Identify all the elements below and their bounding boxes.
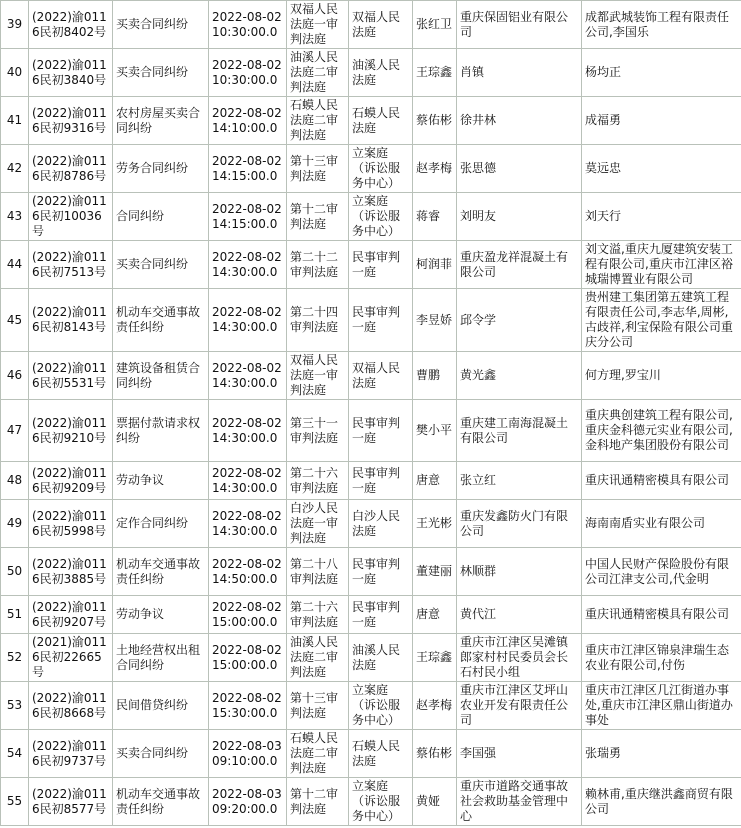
case-cause-cell: 机动车交通事故责任纠纷 — [113, 548, 209, 596]
department-cell: 立案庭（诉讼服务中心） — [349, 145, 413, 193]
plaintiff-cell: 邱令学 — [457, 289, 582, 352]
case-cause-cell: 劳动争议 — [113, 462, 209, 500]
case-cause-cell: 买卖合同纠纷 — [113, 49, 209, 97]
case-id-cell: (2022)渝0116民初8577号 — [29, 778, 113, 826]
department-cell: 双福人民法庭 — [349, 352, 413, 400]
hearing-time-cell: 2022-08-02 15:00:00.0 — [209, 596, 287, 634]
case-id-cell: (2022)渝0116民初8143号 — [29, 289, 113, 352]
case-cause-cell: 劳务合同纠纷 — [113, 145, 209, 193]
defendant-cell: 杨均正 — [582, 49, 741, 97]
judge-cell: 赵孝梅 — [413, 145, 457, 193]
defendant-cell: 贵州建工集团第五建筑工程有限责任公司,李志华,周彬,古歧祥,利宝保险有限公司重庆分公司 — [582, 289, 741, 352]
case-number-cell: 48 — [1, 462, 29, 500]
courtroom-cell: 第二十二审判法庭 — [287, 241, 349, 289]
defendant-cell: 莫远忠 — [582, 145, 741, 193]
table-row — [1, 49, 741, 97]
department-cell: 民事审判一庭 — [349, 548, 413, 596]
department-cell: 立案庭（诉讼服务中心） — [349, 778, 413, 826]
table-row — [1, 778, 741, 826]
case-cause-cell: 票据付款请求权纠纷 — [113, 400, 209, 462]
case-id-cell: (2022)渝0116民初9210号 — [29, 400, 113, 462]
department-cell: 油溪人民法庭 — [349, 49, 413, 97]
table-row — [1, 400, 741, 462]
plaintiff-cell: 张立红 — [457, 462, 582, 500]
judge-cell: 柯润菲 — [413, 241, 457, 289]
hearing-time-cell: 2022-08-02 14:30:00.0 — [209, 352, 287, 400]
department-cell: 民事审判一庭 — [349, 241, 413, 289]
courtroom-cell: 第十三审判法庭 — [287, 145, 349, 193]
plaintiff-cell: 重庆市江津区艾坪山农业开发有限责任公司 — [457, 682, 582, 730]
table-row — [1, 241, 741, 289]
table-row — [1, 1, 741, 49]
courtroom-cell: 第十二审判法庭 — [287, 778, 349, 826]
plaintiff-cell: 重庆保固铝业有限公司 — [457, 1, 582, 49]
defendant-cell: 赖林甫,重庆继洪鑫商贸有限公司 — [582, 778, 741, 826]
department-cell: 石蟆人民法庭 — [349, 730, 413, 778]
judge-cell: 李昱娇 — [413, 289, 457, 352]
hearing-time-cell: 2022-08-02 14:30:00.0 — [209, 241, 287, 289]
case-cause-cell: 建筑设备租赁合同纠纷 — [113, 352, 209, 400]
table-row — [1, 145, 741, 193]
case-id-cell: (2022)渝0116民初9207号 — [29, 596, 113, 634]
courtroom-cell: 第二十四审判法庭 — [287, 289, 349, 352]
courtroom-cell: 油溪人民法庭二审判法庭 — [287, 634, 349, 682]
table-row — [1, 596, 741, 634]
hearing-time-cell: 2022-08-02 10:30:00.0 — [209, 49, 287, 97]
case-id-cell: (2021)渝0116民初22665号 — [29, 634, 113, 682]
defendant-cell: 重庆讯通精密模具有限公司 — [582, 596, 741, 634]
defendant-cell: 重庆典创建筑工程有限公司,重庆金科德元实业有限公司,金科地产集团股份有限公司 — [582, 400, 741, 462]
courtroom-cell: 双福人民法庭一审判法庭 — [287, 352, 349, 400]
judge-cell: 王琮鑫 — [413, 49, 457, 97]
case-number-cell: 53 — [1, 682, 29, 730]
department-cell: 白沙人民法庭 — [349, 500, 413, 548]
table-row — [1, 634, 741, 682]
judge-cell: 唐意 — [413, 596, 457, 634]
department-cell: 双福人民法庭 — [349, 1, 413, 49]
hearing-time-cell: 2022-08-02 14:30:00.0 — [209, 462, 287, 500]
plaintiff-cell: 重庆市江津区吴滩镇郎家村村民委员会长石村民小组 — [457, 634, 582, 682]
case-id-cell: (2022)渝0116民初9737号 — [29, 730, 113, 778]
defendant-cell: 中国人民财产保险股份有限公司江津支公司,代金明 — [582, 548, 741, 596]
table-row — [1, 97, 741, 145]
department-cell: 民事审判一庭 — [349, 289, 413, 352]
table-row — [1, 730, 741, 778]
department-cell: 民事审判一庭 — [349, 596, 413, 634]
judge-cell: 曹鹏 — [413, 352, 457, 400]
case-number-cell: 39 — [1, 1, 29, 49]
hearing-time-cell: 2022-08-02 14:30:00.0 — [209, 500, 287, 548]
department-cell: 立案庭（诉讼服务中心） — [349, 193, 413, 241]
case-cause-cell: 买卖合同纠纷 — [113, 241, 209, 289]
case-number-cell: 45 — [1, 289, 29, 352]
hearing-time-cell: 2022-08-02 14:30:00.0 — [209, 400, 287, 462]
case-cause-cell: 定作合同纠纷 — [113, 500, 209, 548]
defendant-cell: 何方理,罗宝川 — [582, 352, 741, 400]
courtroom-cell: 油溪人民法庭二审判法庭 — [287, 49, 349, 97]
department-cell: 立案庭（诉讼服务中心） — [349, 682, 413, 730]
case-number-cell: 55 — [1, 778, 29, 826]
defendant-cell: 成都武城装饰工程有限责任公司,李国乐 — [582, 1, 741, 49]
case-id-cell: (2022)渝0116民初9209号 — [29, 462, 113, 500]
case-number-cell: 44 — [1, 241, 29, 289]
case-id-cell: (2022)渝0116民初8668号 — [29, 682, 113, 730]
case-cause-cell: 买卖合同纠纷 — [113, 730, 209, 778]
hearing-time-cell: 2022-08-02 14:10:00.0 — [209, 97, 287, 145]
case-number-cell: 52 — [1, 634, 29, 682]
defendant-cell: 张瑞勇 — [582, 730, 741, 778]
case-id-cell: (2022)渝0116民初8402号 — [29, 1, 113, 49]
plaintiff-cell: 重庆发鑫防火门有限公司 — [457, 500, 582, 548]
case-id-cell: (2022)渝0116民初7513号 — [29, 241, 113, 289]
courtroom-cell: 第三十一审判法庭 — [287, 400, 349, 462]
defendant-cell: 重庆市江津区锦泉津瑞生态农业有限公司,付伤 — [582, 634, 741, 682]
department-cell: 油溪人民法庭 — [349, 634, 413, 682]
judge-cell: 董建丽 — [413, 548, 457, 596]
judge-cell: 王琮鑫 — [413, 634, 457, 682]
table-body — [1, 1, 741, 826]
table-row — [1, 682, 741, 730]
case-number-cell: 43 — [1, 193, 29, 241]
department-cell: 民事审判一庭 — [349, 400, 413, 462]
case-id-cell: (2022)渝0116民初8786号 — [29, 145, 113, 193]
judge-cell: 蔡佑彬 — [413, 730, 457, 778]
case-id-cell: (2022)渝0116民初3885号 — [29, 548, 113, 596]
plaintiff-cell: 重庆盈龙祥混凝土有限公司 — [457, 241, 582, 289]
case-number-cell: 42 — [1, 145, 29, 193]
hearing-time-cell: 2022-08-02 14:15:00.0 — [209, 193, 287, 241]
plaintiff-cell: 黄代江 — [457, 596, 582, 634]
courtroom-cell: 双福人民法庭一审判法庭 — [287, 1, 349, 49]
defendant-cell: 海南南盾实业有限公司 — [582, 500, 741, 548]
case-cause-cell: 劳动争议 — [113, 596, 209, 634]
case-id-cell: (2022)渝0116民初5998号 — [29, 500, 113, 548]
plaintiff-cell: 肖镇 — [457, 49, 582, 97]
case-id-cell: (2022)渝0116民初3840号 — [29, 49, 113, 97]
defendant-cell: 刘文溢,重庆九厦建筑安装工程有限公司,重庆市江津区裕城瑞博置业有限公司 — [582, 241, 741, 289]
defendant-cell: 成福勇 — [582, 97, 741, 145]
case-number-cell: 49 — [1, 500, 29, 548]
case-number-cell: 50 — [1, 548, 29, 596]
case-number-cell: 40 — [1, 49, 29, 97]
courtroom-cell: 第十二审判法庭 — [287, 193, 349, 241]
hearing-time-cell: 2022-08-02 14:15:00.0 — [209, 145, 287, 193]
defendant-cell: 刘天行 — [582, 193, 741, 241]
plaintiff-cell: 刘明友 — [457, 193, 582, 241]
courtroom-cell: 石蟆人民法庭二审判法庭 — [287, 730, 349, 778]
plaintiff-cell: 重庆市道路交通事故社会救助基金管理中心 — [457, 778, 582, 826]
plaintiff-cell: 张思德 — [457, 145, 582, 193]
hearing-time-cell: 2022-08-03 09:10:00.0 — [209, 730, 287, 778]
case-id-cell: (2022)渝0116民初5531号 — [29, 352, 113, 400]
table-row — [1, 500, 741, 548]
case-id-cell: (2022)渝0116民初10036号 — [29, 193, 113, 241]
case-number-cell: 51 — [1, 596, 29, 634]
judge-cell: 唐意 — [413, 462, 457, 500]
table-row — [1, 289, 741, 352]
hearing-time-cell: 2022-08-02 15:30:00.0 — [209, 682, 287, 730]
defendant-cell: 重庆讯通精密模具有限公司 — [582, 462, 741, 500]
judge-cell: 蔡佑彬 — [413, 97, 457, 145]
judge-cell: 张红卫 — [413, 1, 457, 49]
plaintiff-cell: 重庆建工南海混凝土有限公司 — [457, 400, 582, 462]
case-cause-cell: 合同纠纷 — [113, 193, 209, 241]
judge-cell: 蒋睿 — [413, 193, 457, 241]
courtroom-cell: 白沙人民法庭一审判法庭 — [287, 500, 349, 548]
defendant-cell: 重庆市江津区几江街道办事处,重庆市江津区鼎山街道办事处 — [582, 682, 741, 730]
case-number-cell: 47 — [1, 400, 29, 462]
case-cause-cell: 土地经营权出租合同纠纷 — [113, 634, 209, 682]
judge-cell: 樊小平 — [413, 400, 457, 462]
courtroom-cell: 石蟆人民法庭二审判法庭 — [287, 97, 349, 145]
courtroom-cell: 第二十六审判法庭 — [287, 462, 349, 500]
case-cause-cell: 机动车交通事故责任纠纷 — [113, 778, 209, 826]
case-cause-cell: 民间借贷纠纷 — [113, 682, 209, 730]
department-cell: 民事审判一庭 — [349, 462, 413, 500]
table-row — [1, 352, 741, 400]
hearing-time-cell: 2022-08-02 14:30:00.0 — [209, 289, 287, 352]
judge-cell: 黄娅 — [413, 778, 457, 826]
judge-cell: 赵孝梅 — [413, 682, 457, 730]
case-number-cell: 46 — [1, 352, 29, 400]
judge-cell: 王光彬 — [413, 500, 457, 548]
case-cause-cell: 机动车交通事故责任纠纷 — [113, 289, 209, 352]
plaintiff-cell: 林顺群 — [457, 548, 582, 596]
case-cause-cell: 农村房屋买卖合同纠纷 — [113, 97, 209, 145]
case-cause-cell: 买卖合同纠纷 — [113, 1, 209, 49]
case-id-cell: (2022)渝0116民初9316号 — [29, 97, 113, 145]
table-row — [1, 548, 741, 596]
department-cell: 石蟆人民法庭 — [349, 97, 413, 145]
case-number-cell: 54 — [1, 730, 29, 778]
table-row — [1, 193, 741, 241]
plaintiff-cell: 李国强 — [457, 730, 582, 778]
courtroom-cell: 第十三审判法庭 — [287, 682, 349, 730]
plaintiff-cell: 徐井林 — [457, 97, 582, 145]
case-number-cell: 41 — [1, 97, 29, 145]
courtroom-cell: 第二十八审判法庭 — [287, 548, 349, 596]
table-row — [1, 462, 741, 500]
hearing-time-cell: 2022-08-02 14:50:00.0 — [209, 548, 287, 596]
hearing-time-cell: 2022-08-02 10:30:00.0 — [209, 1, 287, 49]
hearing-time-cell: 2022-08-03 09:20:00.0 — [209, 778, 287, 826]
hearing-time-cell: 2022-08-02 15:00:00.0 — [209, 634, 287, 682]
courtroom-cell: 第二十六审判法庭 — [287, 596, 349, 634]
plaintiff-cell: 黄光鑫 — [457, 352, 582, 400]
